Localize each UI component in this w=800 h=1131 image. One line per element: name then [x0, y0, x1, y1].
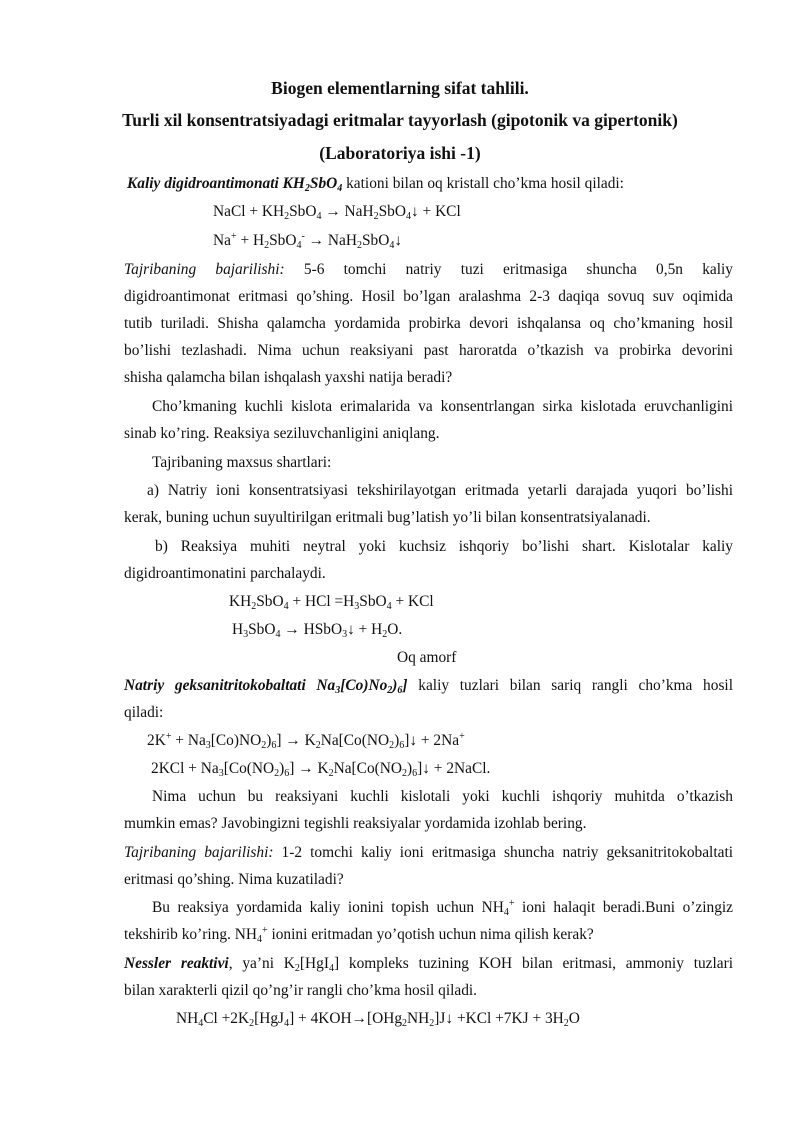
conditions-heading: Tajribaning maxsus shartlari:: [152, 454, 332, 471]
equation-4-note: Oq amorf: [397, 649, 457, 666]
para-question-line-2: mumkin emas? Javobingizni tegishli reaksiyalar yordamida izohlab bering.: [124, 815, 587, 832]
section-kaliy-intro: Kaliy digidroantimonati $KH_2SbO_4$ kationi bilan oq kristall cho’kma hosil qiladi:: [127, 175, 624, 194]
para-procedure-line-3: tutib turiladi. Shisha qalamcha yordamida probirka devori ishqalansa oq cho’kmaning hosil: [124, 315, 733, 332]
equation-6: $2KCl + Na_3[Co(NO_2)_6]$ → $K_2Na[Co(NO_2)_6]↓$ + 2NaCl.: [151, 760, 491, 779]
section-natriy-line-1: Natriy geksanitritokobaltati $Na_3[Co)No_2)_6$] kaliy tuzlari bilan sariq rangli cho’kma hosil: [124, 677, 733, 696]
reagent-name: Kaliy digidroantimonati $KH_2SbO_4$: [127, 175, 343, 194]
para-question-line-1: Nima uchun bu reaksiyani kuchli kislotali yoki kuchli ishqoriy muhitda o’tkazish: [152, 788, 733, 805]
equation-7: $NH_4Cl +2K_2[HgJ_4]$ + $4KOH\to[OHg_2NH_2]J↓ +KCl +7KJ + 3H_2O$: [176, 1010, 580, 1029]
para-ammonium-line-2: tekshirib ko’ring. $NH_4^+$ ionini eritmadan yo’qotish uchun nima qilish kerak?: [124, 925, 594, 945]
section-natriy-line-2: qiladi:: [124, 704, 164, 721]
para-procedure-line-4: bo’lishi tezlashadi. Nima uchun reaksiyani past haroratda o’tkazish va probirka devorini: [124, 342, 733, 359]
condition-a-line-2: kerak, buning uchun suyultirilgan eritmali bug’latish yo’li bilan konsentratsiyalanadi.: [124, 509, 651, 526]
para-procedure2-line-2: eritmasi qo’shing. Nima kuzatiladi?: [124, 871, 344, 888]
condition-b-line-2: digidroantimonatini parchalaydi.: [124, 565, 326, 582]
equation-3: $KH_2SbO_4$ + HCl $=H_3SbO_4$ + KCl: [229, 593, 434, 612]
para-ammonium-line-1: Bu reaksiya yordamida kaliy ionini topish uchun $NH_4^+$ ioni halaqit beradi.Buni o’zingiz: [152, 898, 733, 918]
equation-2: $Na^+ + H_2SbO_4^-$ → NaH$_2$SbO$_4$↓: [213, 231, 403, 251]
para-procedure-line-2: digidroantimonat eritmasi qo’shing. Hosil bo’lgan aralashma 2-3 daqiqa sovuq suv oqimida: [124, 288, 733, 305]
para-procedure2-line-1: Tajribaning bajarilishi: 1-2 tomchi kaliy ioni eritmasiga shuncha natriy geksanitritokobaltati: [124, 844, 733, 861]
condition-a-line-1: a) Natriy ioni konsentratsiyasi tekshirilayotgan eritmada yetarli darajada yuqori bo’lishi: [147, 482, 733, 499]
para-procedure-line-5: shisha qalamcha bilan ishqalash yaxshi natija beradi?: [124, 369, 453, 386]
equation-5: $2K^+ + Na_3[Co)NO_2)_6$] → $K_2Na[Co(NO_2)_6]↓ + 2Na^+$: [147, 731, 465, 751]
equation-1: NaCl + $KH_2SbO_4$ → NaH$_2$SbO$_4$↓ + KCl: [213, 203, 461, 222]
title-line-3: (Laboratoriya ishi -1): [319, 143, 481, 163]
title-line-2: Turli xil konsentratsiyadagi eritmalar tayyorlash (gipotonik va gipertonik): [122, 110, 678, 130]
section-nessler-line-1: Nessler reaktivi, ya’ni $K_2[HgI_4]$ kompleks tuzining KOH bilan eritmasi, ammoniy tuzlari: [124, 955, 733, 974]
para-procedure-line-1: Tajribaning bajarilishi: 5-6 tomchi natriy tuzi eritmasiga shuncha 0,5n kaliy: [124, 261, 733, 278]
para-solubility-line-1: Cho’kmaning kuchli kislota erimalarida va konsentrlangan sirka kislotada eruvchanligini: [152, 398, 733, 415]
para-solubility-line-2: sinab ko’ring. Reaksiya seziluvchanligini aniqlang.: [124, 425, 440, 442]
condition-b-line-1: b) Reaksiya muhiti neytral yoki kuchsiz ishqoriy bo’lishi shart. Kislotalar kaliy: [155, 538, 733, 555]
section-nessler-line-2: bilan xarakterli qizil qo’ng’ir rangli cho’kma hosil qiladi.: [124, 982, 478, 999]
title-line-1: Biogen elementlarning sifat tahlili.: [271, 78, 529, 98]
equation-4: $H_3SbO_4$ → HSbO$_3$↓ + $H_2O$.: [232, 621, 403, 640]
